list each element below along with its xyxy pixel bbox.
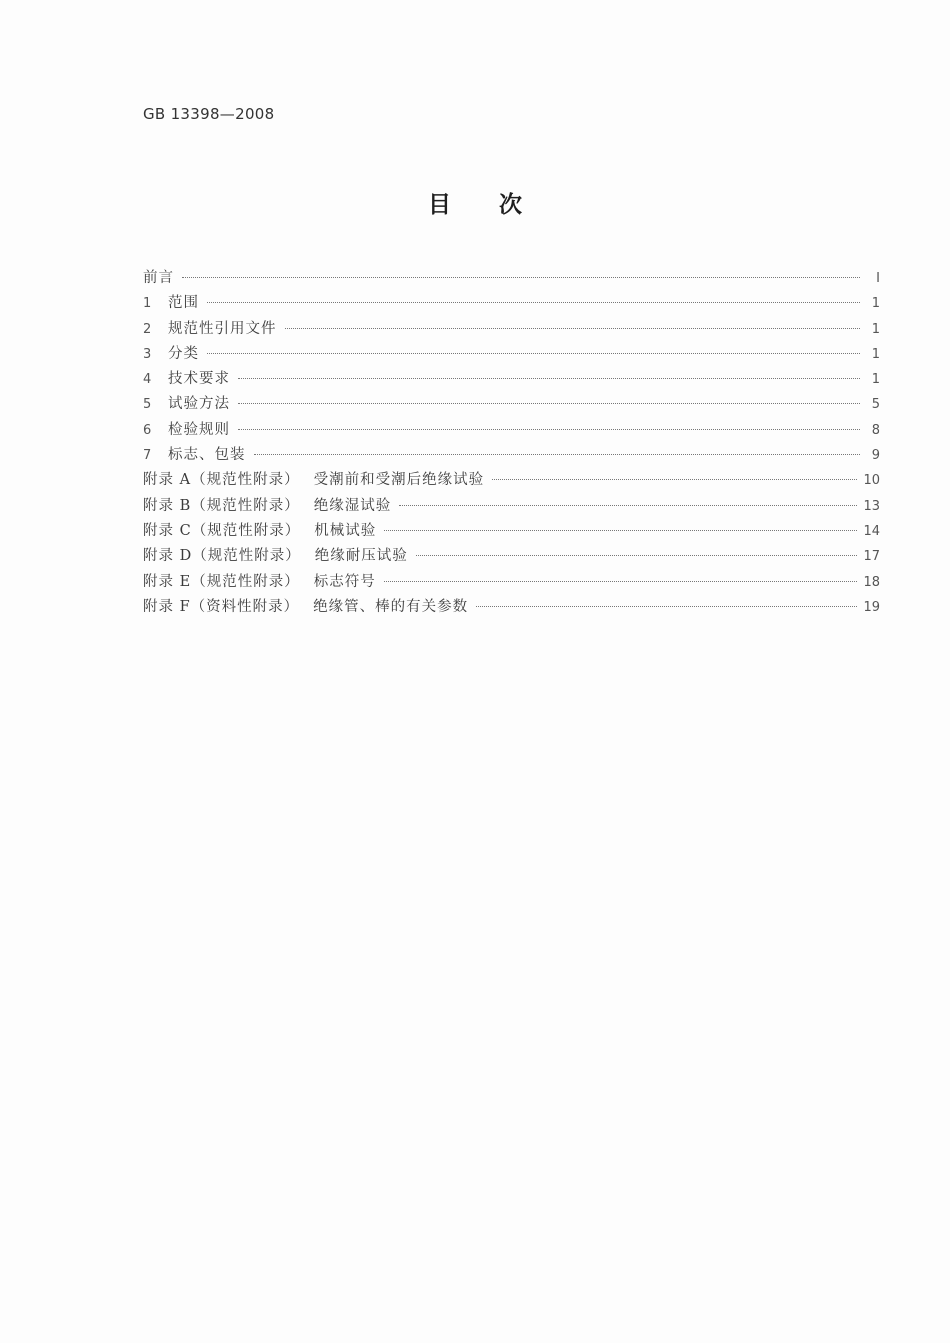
leader-dots bbox=[238, 378, 860, 379]
leader-dots bbox=[285, 328, 861, 329]
toc-entry-subtitle: 绝缘管、棒的有关参数 bbox=[313, 598, 469, 615]
toc-entry-2[interactable] bbox=[143, 317, 880, 342]
toc-entry-label: 前言 bbox=[143, 270, 174, 286]
toc-entry-5[interactable] bbox=[143, 392, 880, 417]
leader-dots bbox=[182, 277, 860, 278]
toc-entry-page: 19 bbox=[863, 599, 880, 615]
toc-entry-label: 技术要求 bbox=[168, 371, 230, 388]
toc-entry-subtitle: 机械试验 bbox=[314, 522, 377, 539]
toc-entry-label: 分类 bbox=[168, 345, 199, 362]
toc-entry-page: 1 bbox=[871, 346, 880, 362]
table-of-contents bbox=[143, 266, 880, 620]
leader-dots bbox=[207, 353, 860, 354]
toc-entry-annex-c[interactable] bbox=[143, 519, 880, 544]
toc-entry-page: 9 bbox=[871, 448, 880, 464]
toc-entry-page: 5 bbox=[871, 397, 880, 413]
leader-dots bbox=[399, 505, 857, 506]
toc-entry-page: 8 bbox=[871, 422, 880, 438]
toc-entry-page: 1 bbox=[871, 296, 880, 312]
toc-entry-annex-b[interactable] bbox=[143, 494, 880, 519]
leader-dots bbox=[416, 555, 858, 556]
toc-title bbox=[0, 186, 950, 219]
toc-entry-label: 附录 C（规范性附录） bbox=[143, 522, 301, 539]
toc-entry-page: I bbox=[876, 271, 880, 286]
toc-entry-subtitle: 绝缘耐压试验 bbox=[314, 548, 408, 565]
toc-entry-7[interactable] bbox=[143, 443, 880, 468]
leader-dots bbox=[238, 429, 860, 430]
toc-entry-page: 13 bbox=[863, 498, 880, 514]
toc-entry-label: 规范性引用文件 bbox=[168, 320, 277, 337]
toc-entry-page: 10 bbox=[863, 473, 880, 489]
toc-entry-page: 1 bbox=[871, 372, 880, 388]
toc-entry-number: 3 bbox=[143, 346, 152, 362]
toc-entry-4[interactable] bbox=[143, 367, 880, 392]
toc-entry-page: 18 bbox=[863, 574, 880, 590]
leader-dots bbox=[207, 302, 860, 303]
toc-entry-annex-e[interactable] bbox=[143, 570, 880, 595]
toc-title-char-2: 次 bbox=[499, 192, 522, 218]
toc-entry-annex-f[interactable] bbox=[143, 595, 880, 620]
toc-entry-page: 1 bbox=[871, 321, 880, 337]
toc-entry-label: 附录 D（规范性附录） bbox=[143, 548, 301, 565]
toc-entry-subtitle: 受潮前和受潮后绝缘试验 bbox=[313, 472, 485, 489]
toc-entry-label: 标志、包装 bbox=[168, 447, 246, 464]
toc-entry-annex-d[interactable] bbox=[143, 544, 880, 569]
leader-dots bbox=[238, 403, 860, 404]
toc-entry-annex-a[interactable] bbox=[143, 468, 880, 493]
leader-dots bbox=[492, 479, 857, 480]
toc-entry-1[interactable] bbox=[143, 291, 880, 316]
toc-entry-number: 7 bbox=[143, 448, 152, 464]
toc-entry-label: 附录 F（资料性附录） bbox=[143, 598, 300, 615]
toc-entry-label: 试验方法 bbox=[168, 396, 230, 413]
toc-entry-foreword[interactable] bbox=[143, 266, 880, 291]
leader-dots bbox=[384, 530, 857, 531]
leader-dots bbox=[476, 606, 857, 607]
standard-code: GB 13398—2008 bbox=[143, 105, 275, 123]
toc-entry-3[interactable] bbox=[143, 342, 880, 367]
toc-entry-label: 检验规则 bbox=[168, 421, 230, 438]
toc-title-char-1: 目 bbox=[428, 192, 451, 218]
toc-entry-number: 1 bbox=[143, 296, 152, 312]
toc-entry-number: 5 bbox=[143, 397, 152, 413]
toc-entry-label: 附录 A（规范性附录） bbox=[143, 472, 300, 489]
toc-entry-subtitle: 标志符号 bbox=[313, 573, 376, 590]
toc-entry-label: 附录 B（规范性附录） bbox=[143, 497, 300, 514]
leader-dots bbox=[254, 454, 861, 455]
toc-entry-6[interactable] bbox=[143, 418, 880, 443]
toc-entry-page: 14 bbox=[863, 523, 880, 539]
leader-dots bbox=[384, 581, 858, 582]
toc-entry-number: 2 bbox=[143, 321, 152, 337]
toc-entry-subtitle: 绝缘湿试验 bbox=[313, 497, 392, 514]
toc-entry-label: 范围 bbox=[168, 295, 199, 312]
toc-entry-label: 附录 E（规范性附录） bbox=[143, 573, 300, 590]
toc-entry-number: 6 bbox=[143, 422, 152, 438]
toc-entry-page: 17 bbox=[863, 549, 880, 565]
toc-entry-number: 4 bbox=[143, 372, 152, 388]
